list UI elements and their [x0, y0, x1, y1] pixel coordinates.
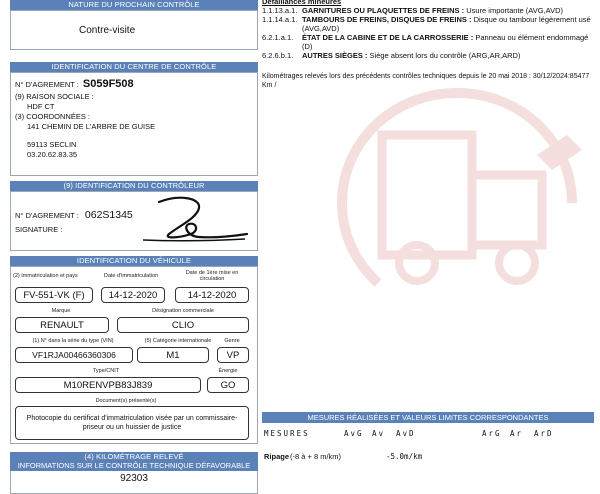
nature-box: [10, 10, 258, 50]
raison-label: (9) RAISON SOCIALE :: [15, 92, 94, 101]
marque-label: Marque: [51, 308, 71, 314]
km-header: (4) KILOMÉTRAGE RELEVÉ: [10, 452, 258, 462]
raison-value: HDF CT: [27, 102, 55, 111]
km-history-note: Kilométrages relevés lors des précédents contrôles techniques depuis le 20 mai 2018 : 30/12/2024:85477 Km /: [262, 73, 590, 89]
info-header: INFORMATIONS SUR LE CONTRÔLE TECHNIQUE DÉFAVORABLE: [10, 461, 258, 471]
defaillance-item: 6.2.1.a.1. ÉTAT DE LA CABINE ET DE LA CARROSSERIE : Panneau ou élément endommagé (D): [262, 33, 589, 51]
left-column: [10, 0, 258, 484]
km-value: 92303: [120, 472, 148, 484]
defaillances: [262, 0, 594, 90]
date-first-field: 14-12-2020: [175, 287, 249, 303]
date-immat-field: 14-12-2020: [101, 287, 165, 303]
defaillance-item: 1.1.13.a.1. GARNITURES OU PLAQUETTES DE FREINS : Usure importante (AVG,AVD): [262, 6, 564, 15]
immat-field: FV-551-VK (F): [15, 287, 93, 303]
signature-image: [139, 194, 251, 246]
defaillance-item: 6.2.6.b.1. AUTRES SIÈGES : Siège absent lors du contrôle (ARG,AR,ARD): [262, 51, 521, 60]
controleur-agrement-label: N° D'AGREMENT :: [15, 211, 79, 220]
vin-label: (1) N° dans la série du type (VIN): [32, 338, 114, 344]
mesures-header: MESURES RÉALISÉES ET VALEURS LIMITES CORRESPONDANTES: [262, 412, 594, 423]
centre-header: IDENTIFICATION DU CENTRE DE CONTRÔLE: [10, 62, 258, 72]
ripage-label: Ripage: [264, 452, 290, 461]
vin-field: VF1RJA00466360306: [15, 347, 133, 363]
type-label: Type/CNIT: [92, 368, 120, 374]
docs-field: Photocopie du certificat d'immatriculation visée par un commissaire-priseur ou un huissier de justice: [15, 406, 249, 440]
energie-field: GO: [207, 377, 249, 393]
defaillance-item: 1.1.14.a.1. TAMBOURS DE FREINS, DISQUES DE FREINS : Disque ou tambour légèrement usé (AVG,AVD): [262, 15, 591, 33]
defaillances-title: Défaillances mineures: [262, 0, 342, 6]
type-field: M10RENVPB83J839: [15, 377, 201, 393]
genre-label: Genre: [224, 338, 240, 344]
centre-agrement-value: S059F508: [82, 78, 134, 90]
categorie-field: M1: [137, 347, 209, 363]
controleur-header: (9) IDENTIFICATION DU CONTRÔLEUR: [10, 181, 258, 191]
categorie-label: (5) Catégorie internationale: [144, 338, 212, 344]
signature-label: SIGNATURE :: [15, 225, 63, 234]
vehicule-header: IDENTIFICATION DU VÉHICULE: [10, 256, 258, 266]
controleur-box: [10, 191, 258, 251]
phone: 03.20.62.83.35: [27, 150, 78, 159]
controleur-agrement-value: 062S1345: [84, 209, 133, 221]
immat-label: (2) Immatriculation et pays: [13, 273, 78, 279]
col-avg: AvG: [344, 429, 364, 438]
marque-field: RENAULT: [15, 317, 109, 333]
col-arg: ArG: [482, 429, 502, 438]
col-av: Av: [372, 429, 386, 438]
col-ard: ArD: [534, 429, 554, 438]
centre-agrement-label: N° D'AGREMENT :: [15, 80, 79, 89]
date-first-label: Date de 1ère mise en circulation: [185, 270, 239, 282]
genre-field: VP: [217, 347, 249, 363]
designation-label: Désignation commerciale: [152, 308, 214, 314]
watermark-logo: [322, 85, 592, 295]
docs-label: Document(s) présenté(s): [95, 398, 157, 404]
designation-field: CLIO: [117, 317, 249, 333]
ripage-value: -5.0m/km: [386, 452, 423, 461]
col-ar: Ar: [510, 429, 524, 438]
energie-label: Énergie: [218, 368, 238, 374]
centre-box: [10, 72, 258, 176]
coord-label: (3) COORDONNÉES :: [15, 112, 91, 121]
right-column: [262, 0, 594, 470]
col-avd: AvD: [396, 429, 416, 438]
ripage-range: (-8 à + 8 m/km): [290, 452, 342, 461]
mesures-label: MESURES: [264, 429, 310, 438]
vehicule-box: [10, 266, 258, 444]
address-line-1: 141 CHEMIN DE L'ARBRE DE GUISE: [27, 122, 156, 131]
date-immat-label: Date d'immatriculation: [103, 273, 159, 279]
nature-header: NATURE DU PROCHAIN CONTRÔLE: [10, 0, 258, 10]
nature-value: Contre-visite: [79, 24, 136, 36]
address-line-2: 59113 SECLIN: [27, 140, 77, 149]
